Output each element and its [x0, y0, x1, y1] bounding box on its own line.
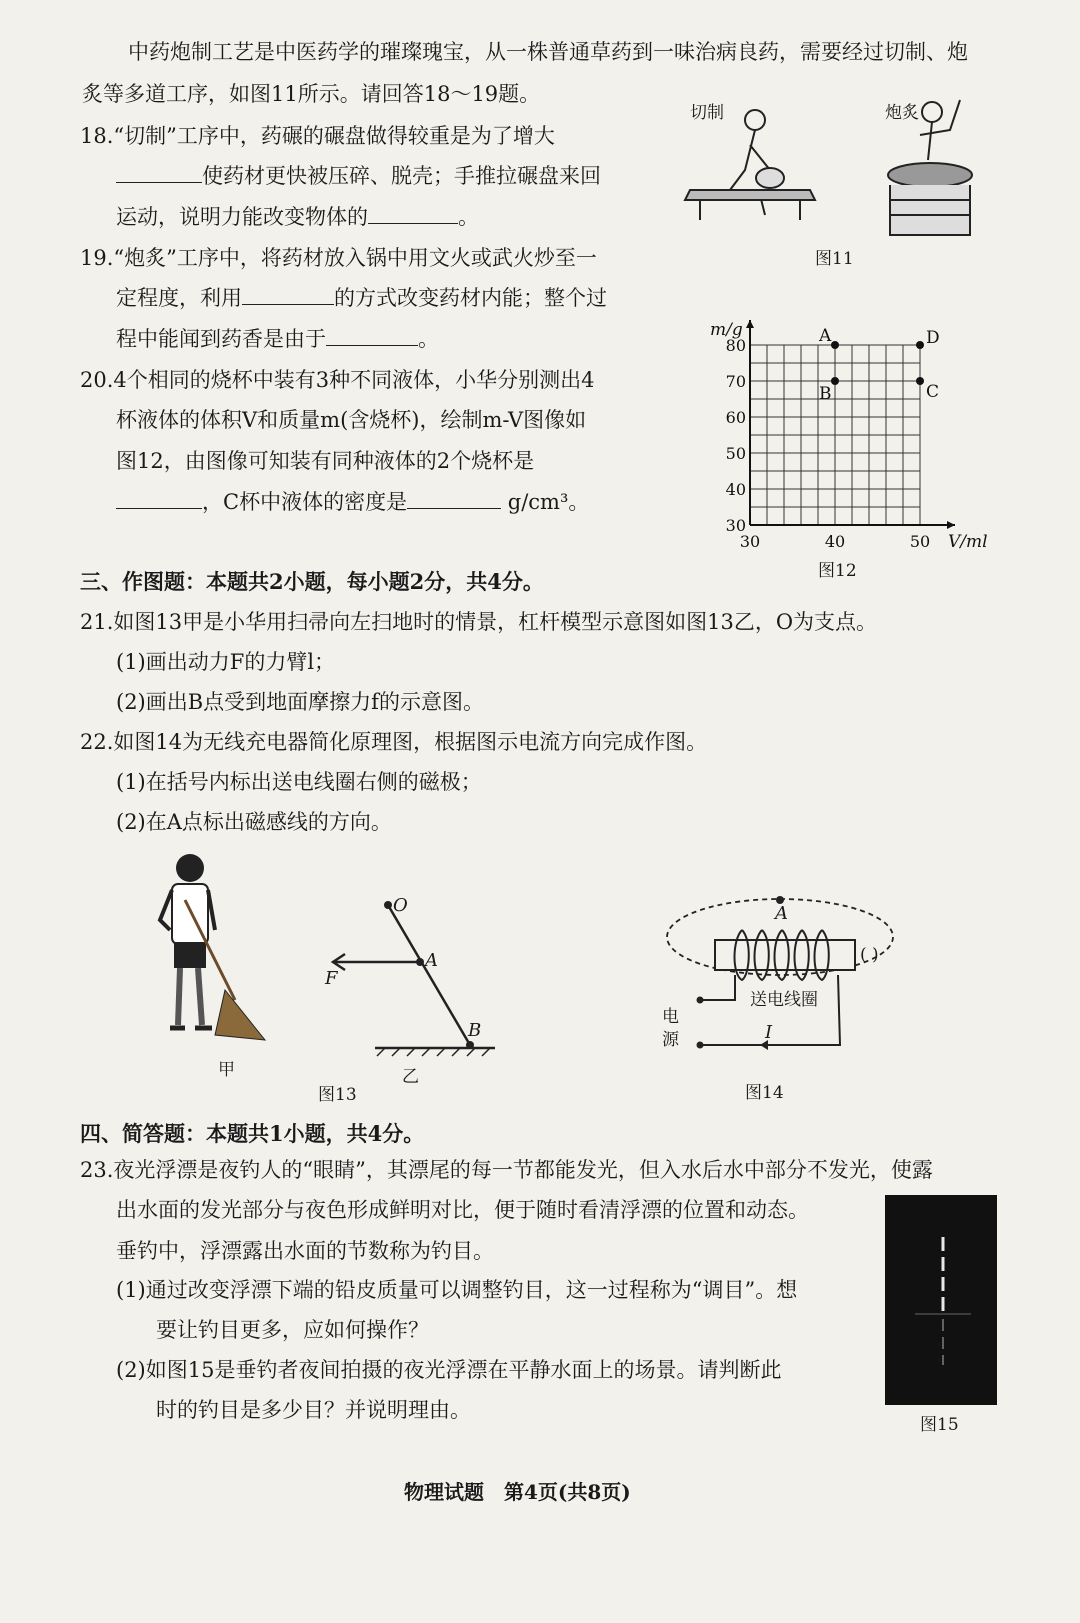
data-point-c	[916, 377, 924, 385]
answer-blank	[326, 325, 418, 346]
data-point-label-c: C	[926, 382, 940, 402]
y-tick-label: 80	[725, 336, 746, 355]
q19-line-1: 19.“炮炙”工序中，将药材放入锅中用文火或武火炒至一	[80, 246, 597, 270]
fig13-label-yi: 乙	[402, 1067, 419, 1087]
data-point-a	[831, 341, 839, 349]
q20-line-3: 图12，由图像可知装有同种液体的2个烧杯是	[116, 449, 535, 473]
q19-line-2-end: 的方式改变药材内能；整个过	[334, 286, 607, 310]
x-tick-label: 30	[739, 532, 761, 551]
fig15-night-float-photo	[885, 1195, 997, 1405]
q18-line-3	[116, 203, 479, 231]
q18-line-1: 18.“切制”工序中，药碾的碾盘做得较重是为了增大	[80, 124, 555, 148]
q18-line-3-end: 。	[458, 205, 479, 229]
sweeping-boy-icon	[160, 854, 265, 1040]
fig14-bracket: ( )	[860, 945, 879, 965]
fig13-point-o: O	[393, 895, 408, 916]
answer-blank	[116, 488, 202, 509]
cutting-worker-icon	[685, 110, 815, 220]
fig14-circuit	[660, 885, 960, 1055]
data-point-label-a: A	[819, 326, 832, 346]
y-axis-label: m/g	[710, 320, 743, 340]
q22-line-3: (2)在A点标出磁感线的方向。	[116, 810, 392, 834]
roasting-worker-icon	[888, 100, 972, 235]
q19-line-3-text: 程中能闻到药香是由于	[116, 327, 326, 351]
q19-line-2	[116, 284, 607, 312]
q18-line-3-text: 运动，说明力能改变物体的	[116, 205, 368, 229]
fig11-label-cut: 切制	[690, 103, 724, 123]
fig11-label-roast: 炮炙	[885, 103, 919, 123]
data-point-label-b: B	[819, 384, 832, 404]
q20-line-1: 20.4个相同的烧杯中装有3种不同液体，小华分别测出4	[80, 368, 595, 392]
q23-line-2: 出水面的发光部分与夜色形成鲜明对比，便于随时看清浮漂的位置和动态。	[116, 1198, 809, 1222]
fig14-caption: 图14	[745, 1083, 784, 1103]
q22-line-1: 22.如图14为无线充电器简化原理图，根据图示电流方向完成作图。	[80, 730, 708, 754]
fig12-chart	[700, 300, 1000, 560]
page-footer: 物理试题 第4页(共8页)	[404, 1480, 631, 1504]
fig15-caption: 图15	[920, 1415, 959, 1435]
x-axis-arrow-icon	[947, 521, 955, 529]
section-4-title: 四、简答题：本题共1小题，共4分。	[80, 1121, 425, 1146]
fig14-point-a: A	[775, 903, 788, 924]
fig13-force-f: F	[325, 968, 338, 989]
x-tick-label: 50	[909, 532, 931, 551]
q18-line-2	[116, 162, 601, 190]
data-point-d	[916, 341, 924, 349]
data-point-label-d: D	[926, 328, 940, 348]
fig11-caption: 图11	[815, 249, 854, 269]
answer-blank	[242, 284, 334, 305]
q21-line-1: 21.如图13甲是小华用扫帚向左扫地时的情景，杠杆模型示意图如图13乙，O为支点。	[80, 610, 878, 634]
point-a	[416, 958, 424, 966]
y-tick-label: 50	[725, 444, 746, 463]
answer-blank	[368, 203, 458, 224]
y-axis-arrow-icon	[746, 320, 754, 328]
fig12-caption: 图12	[818, 561, 857, 581]
x-axis-label: V/ml	[948, 532, 988, 552]
y-tick-label: 30	[725, 516, 746, 535]
y-tick-label: 40	[725, 480, 746, 499]
fig13-label-jia: 甲	[218, 1060, 235, 1080]
q23-line-4: (1)通过改变浮漂下端的铅皮质量可以调整钓目，这一过程称为“调目”。想	[116, 1278, 798, 1302]
fig14-coil-label: 送电线圈	[750, 990, 818, 1010]
intro-line-1: 中药炮制工艺是中医药学的璀璨瑰宝，从一株普通草药到一味治病良药，需要经过切制、炮	[128, 40, 968, 64]
x-tick-label: 40	[824, 532, 846, 551]
q19-line-3	[116, 325, 439, 353]
fig13-point-b: B	[468, 1020, 482, 1041]
q20-line-4-end: g/cm³。	[507, 490, 590, 514]
q20-line-4	[116, 488, 589, 516]
fig13-caption: 图13	[318, 1085, 357, 1105]
q20-line-2: 杯液体的体积V和质量m(含烧杯)，绘制m-V图像如	[116, 408, 587, 432]
fig14-source-label-1: 电	[662, 1007, 679, 1027]
q20-line-4-text: ，C杯中液体的密度是	[202, 490, 408, 514]
pivot-point-o	[384, 901, 392, 909]
q19-line-3-end: 。	[418, 327, 439, 351]
section-3-title: 三、作图题：本题共2小题，每小题2分，共4分。	[80, 569, 544, 594]
q21-line-3: (2)画出B点受到地面摩擦力f的示意图。	[116, 690, 484, 714]
answer-blank	[407, 488, 501, 509]
q23-line-3: 垂钓中，浮漂露出水面的节数称为钓目。	[116, 1239, 494, 1263]
y-tick-label: 60	[725, 408, 746, 427]
answer-blank	[116, 162, 202, 183]
q23-line-1: 23.夜光浮漂是夜钓人的“眼睛”，其漂尾的每一节都能发光，但入水后水中部分不发光，使露	[80, 1158, 933, 1182]
q23-line-6: (2)如图15是垂钓者夜间拍摄的夜光浮漂在平静水面上的场景。请判断此	[116, 1358, 782, 1382]
fig11-illustration	[670, 90, 1000, 250]
q23-line-7: 时的钓目是多少目？并说明理由。	[156, 1398, 471, 1422]
fig13-drawing	[140, 850, 520, 1070]
point-b	[466, 1041, 474, 1049]
intro-line-2: 炙等多道工序，如图11所示。请回答18～19题。	[82, 82, 541, 106]
q21-line-2: (1)画出动力F的力臂l；	[116, 650, 336, 674]
fig14-current-i: I	[765, 1022, 773, 1043]
y-tick-label: 70	[725, 372, 746, 391]
fig14-source-label-2: 源	[662, 1030, 679, 1050]
q19-line-2-text: 定程度，利用	[116, 286, 242, 310]
q22-line-2: (1)在括号内标出送电线圈右侧的磁极；	[116, 770, 482, 794]
q18-line-2-text: 使药材更快被压碎、脱壳；手推拉碾盘来回	[202, 164, 601, 188]
data-point-b	[831, 377, 839, 385]
fig13-point-a: A	[425, 950, 438, 971]
q23-line-5: 要让钓目更多，应如何操作？	[156, 1318, 429, 1342]
